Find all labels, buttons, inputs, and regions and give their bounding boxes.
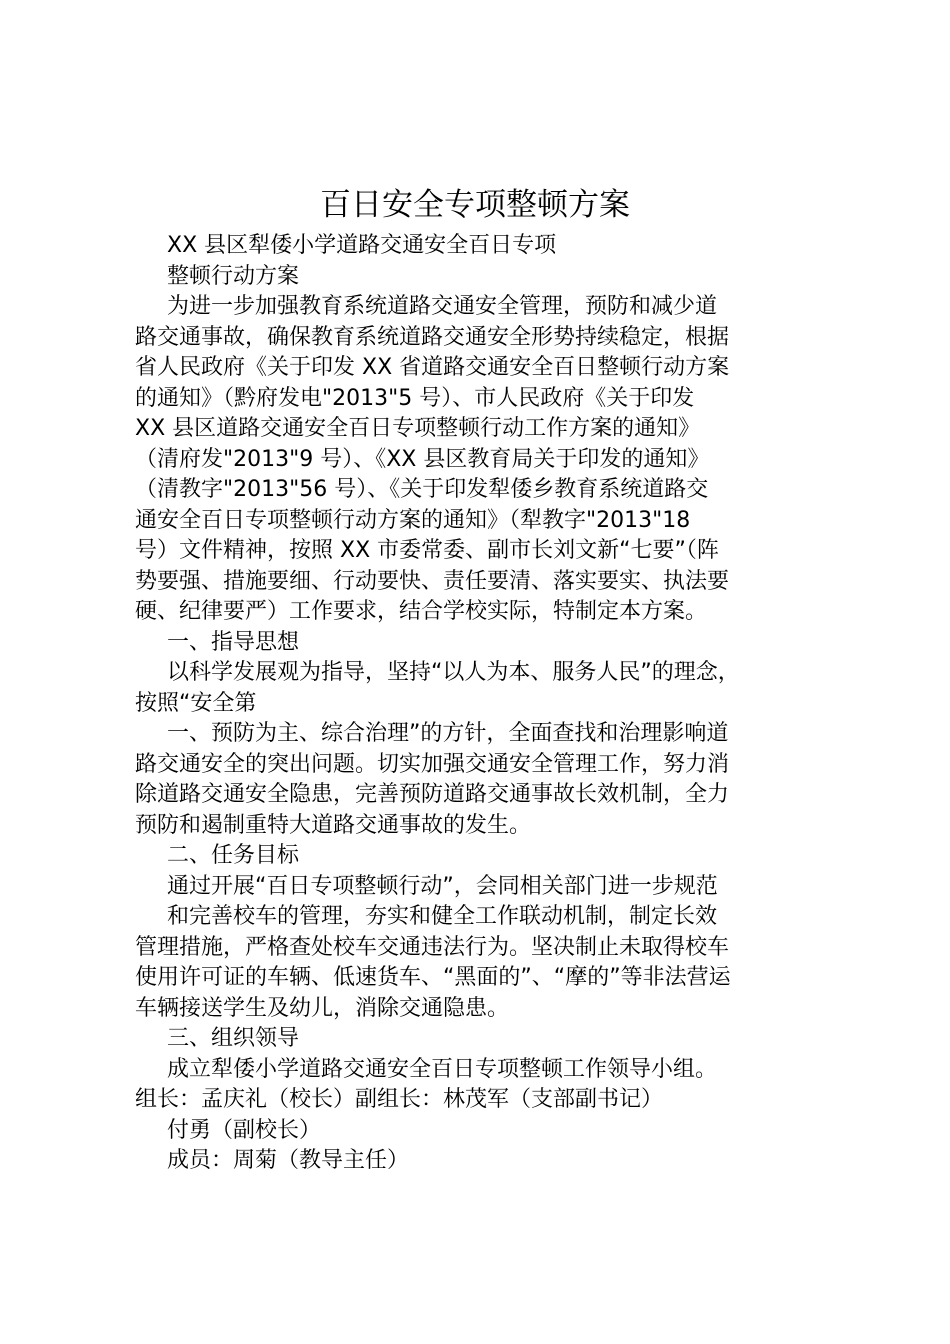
text-line: 车辆接送学生及幼儿，消除交通隐患。 — [135, 995, 510, 1021]
text-line: 势要强、措施要细、行动要快、责任要清、落实要实、执法要 — [135, 568, 730, 594]
text-line: 组长：孟庆礼（校长）副组长：林茂军（支部副书记） — [135, 1087, 664, 1112]
text-line: 三、组织领导 — [167, 1026, 300, 1051]
text-line: 预防和遏制重特大道路交通事故的发生。 — [135, 812, 532, 838]
text-line: 路交通安全的突出问题。切实加强交通安全管理工作，努力消 — [135, 751, 730, 777]
text-line: 整顿行动方案 — [167, 263, 300, 289]
text-line: （清府发"2013"9 号）、《XX 县区教育局关于印发的通知》 — [135, 446, 710, 472]
text-line: 通过开展“百日专项整顿行动”，会同相关部门进一步规范 — [167, 873, 718, 899]
text-line: 号）文件精神，按照 XX 市委常委、副市长刘文新“七要”（阵 — [135, 538, 719, 563]
text-line: 硬、纪律要严）工作要求，结合学校实际，特制定本方案。 — [135, 599, 708, 624]
text-line: 二、任务目标 — [167, 843, 300, 868]
text-line: 的通知》（黔府发电"2013"5 号）、市人民政府《关于印发 — [135, 385, 695, 411]
text-line: 按照“安全第 — [135, 690, 257, 716]
text-line: 一、指导思想 — [167, 629, 300, 655]
text-line: 通安全百日专项整顿行动方案的通知》（犁教字"2013"18 — [135, 507, 691, 533]
document-body — [135, 231, 835, 1177]
text-line: 路交通事故，确保教育系统道路交通安全形势持续稳定，根据 — [135, 324, 730, 350]
text-line: 成立犁倭小学道路交通安全百日专项整顿工作领导小组。 — [167, 1056, 718, 1082]
text-line: XX 县区道路交通安全百日专项整顿行动工作方案的通知》 — [135, 416, 701, 441]
text-line: 省人民政府《关于印发 XX 省道路交通安全百日整顿行动方案 — [135, 355, 730, 380]
text-line: 和完善校车的管理，夯实和健全工作联动机制，制定长效 — [167, 904, 718, 929]
text-line: 付勇（副校长） — [167, 1117, 322, 1143]
text-line: 一、预防为主、综合治理”的方针，全面查找和治理影响道 — [167, 721, 729, 746]
text-line: 使用许可证的车辆、低速货车、“黑面的”、“摩的”等非法营运 — [135, 965, 731, 990]
text-line: 以科学发展观为指导，坚持“以人为本、服务人民”的理念， — [167, 660, 740, 685]
text-line: 成员：周菊（教导主任） — [167, 1148, 410, 1173]
document-title: 百日安全专项整顿方案 — [320, 187, 630, 223]
text-line: XX 县区犁倭小学道路交通安全百日专项 — [167, 233, 557, 258]
text-line: （清教字"2013"56 号）、《关于印发犁倭乡教育系统道路交 — [135, 477, 709, 502]
text-line: 除道路交通安全隐患，完善预防道路交通事故长效机制，全力 — [135, 782, 730, 807]
text-line: 管理措施，严格查处校车交通违法行为。坚决制止未取得校车 — [135, 934, 730, 960]
text-line: 为进一步加强教育系统道路交通安全管理，预防和减少道 — [167, 294, 718, 319]
